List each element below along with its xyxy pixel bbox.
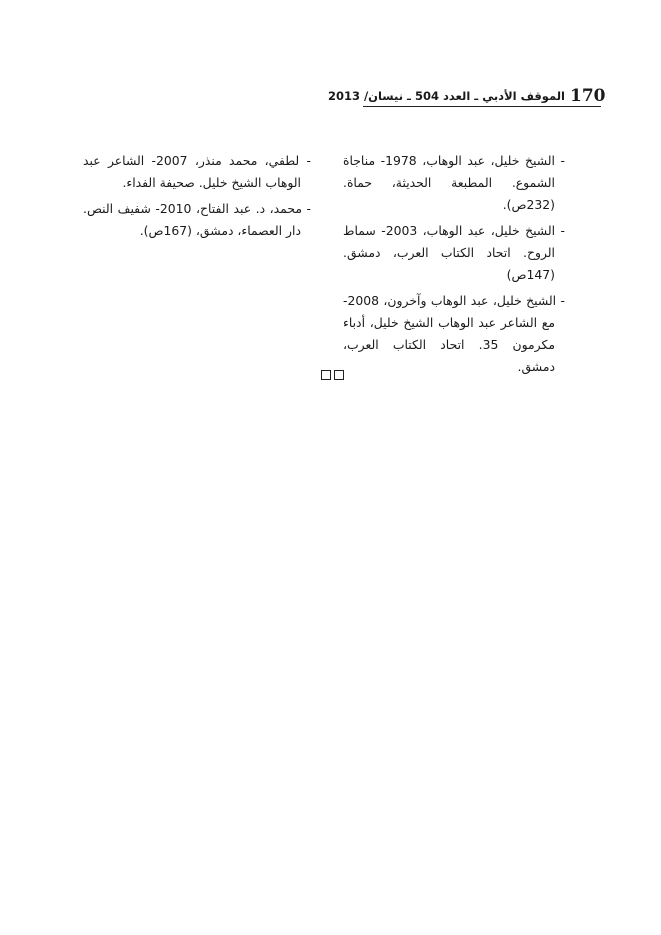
double-square-end-mark-icon — [321, 370, 345, 382]
reference-entry: - الشيخ خليل، عبد الوهاب، 2003- سماط الروح. اتحاد الكتاب العرب، دمشق. (147ص) — [343, 223, 565, 282]
reference-entry: - محمد، د. عبد الفتاح، 2010- شفيف النص. دار العصماء، دمشق، (167ص). — [83, 201, 311, 238]
page-number: 170 — [570, 86, 606, 106]
page-header — [327, 86, 606, 110]
reference-entry: - لطفي، محمد منذر، 2007- الشاعر عبد الوهاب الشيخ خليل. صحيفة الفداء. — [83, 153, 311, 190]
reference-entry: - الشيخ خليل، عبد الوهاب وآخرون، 2008- مع الشاعر عبد الوهاب الشيخ خليل، أدباء مكرمون 35. اتحاد الكتاب العرب، دمشق. — [343, 293, 565, 374]
reference-entry: - الشيخ خليل، عبد الوهاب، 1978- مناجاة الشموع. المطبعة الحديثة، حماة. (232ص). — [343, 153, 565, 212]
square-icon — [334, 370, 344, 380]
square-icon — [321, 370, 331, 380]
references-right-column — [343, 150, 565, 382]
references-left-column — [83, 150, 311, 246]
running-head: الموقف الأدبي ـ العدد 504 ـ نيسان/ 2013 — [327, 89, 565, 103]
header-rule — [363, 106, 601, 107]
